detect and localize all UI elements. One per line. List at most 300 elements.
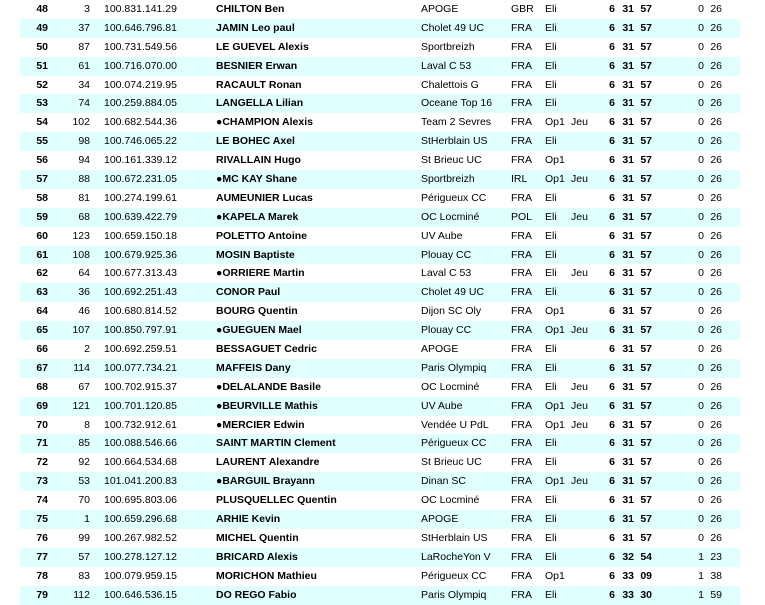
gap-seconds: 23: [710, 550, 722, 563]
category: Eli: [545, 40, 557, 53]
club-name: St Brieuc UC: [421, 154, 482, 167]
table-row: [20, 208, 740, 227]
rider-name: BRICARD Alexis: [216, 550, 298, 563]
time-minutes: 31: [622, 513, 634, 526]
rider-name: AUMEUNIER Lucas: [216, 191, 313, 204]
nationality: IRL: [511, 173, 528, 186]
nationality: FRA: [511, 305, 532, 318]
rider-name: MAFFEIS Dany: [216, 361, 291, 374]
time-seconds: 57: [640, 191, 652, 204]
category: Eli: [545, 286, 557, 299]
bib-number: 92: [78, 456, 90, 469]
rider-name: MORICHON Mathieu: [216, 569, 317, 582]
gap-seconds: 38: [710, 569, 722, 582]
time-hours: 6: [609, 21, 615, 34]
rank-cell: 63: [36, 286, 48, 299]
license-number: 100.664.534.68: [104, 456, 177, 469]
gap-seconds: 26: [710, 456, 722, 469]
gap-seconds: 26: [710, 399, 722, 412]
time-hours: 6: [609, 248, 615, 261]
license-number: 100.161.339.12: [104, 154, 177, 167]
club-name: St Brieuc UC: [421, 456, 482, 469]
gap-seconds: 26: [710, 380, 722, 393]
time-hours: 6: [609, 78, 615, 91]
time-hours: 6: [609, 399, 615, 412]
rank-cell: 59: [36, 210, 48, 223]
youth-flag: Jeu: [571, 324, 588, 337]
time-minutes: 31: [622, 210, 634, 223]
time-seconds: 57: [640, 513, 652, 526]
table-row: [20, 340, 740, 359]
bib-number: 94: [78, 154, 90, 167]
club-name: UV Aube: [421, 229, 463, 242]
gap-seconds: 26: [710, 135, 722, 148]
time-seconds: 57: [640, 399, 652, 412]
gap-seconds: 26: [710, 494, 722, 507]
youth-flag: Jeu: [571, 210, 588, 223]
time-minutes: 31: [622, 456, 634, 469]
nationality: FRA: [511, 437, 532, 450]
table-row: [20, 0, 740, 19]
time-hours: 6: [609, 210, 615, 223]
time-hours: 6: [609, 97, 615, 110]
club-name: Périgueux CC: [421, 191, 487, 204]
bib-number: 61: [78, 59, 90, 72]
category: Eli: [545, 97, 557, 110]
gap-seconds: 26: [710, 116, 722, 129]
rank-cell: 58: [36, 191, 48, 204]
category: Op1: [545, 173, 565, 186]
rank-cell: 67: [36, 361, 48, 374]
table-row: [20, 76, 740, 95]
nationality: FRA: [511, 494, 532, 507]
rank-cell: 68: [36, 380, 48, 393]
time-minutes: 31: [622, 531, 634, 544]
gap-seconds: 26: [710, 191, 722, 204]
rider-name: BOURG Quentin: [216, 305, 298, 318]
time-seconds: 57: [640, 475, 652, 488]
rider-name: ARHIE Kevin: [216, 513, 281, 526]
bib-number: 2: [84, 343, 90, 356]
rank-cell: 51: [36, 59, 48, 72]
table-row: [20, 529, 740, 548]
time-seconds: 57: [640, 305, 652, 318]
category: Eli: [545, 135, 557, 148]
nationality: FRA: [511, 531, 532, 544]
gap-seconds: 26: [710, 437, 722, 450]
time-seconds: 09: [640, 569, 652, 582]
nationality: FRA: [511, 513, 532, 526]
rank-cell: 72: [36, 456, 48, 469]
rank-cell: 55: [36, 135, 48, 148]
category: Eli: [545, 248, 557, 261]
time-minutes: 31: [622, 475, 634, 488]
time-minutes: 31: [622, 305, 634, 318]
gap-minutes: 0: [698, 248, 704, 261]
time-seconds: 57: [640, 210, 652, 223]
rank-cell: 65: [36, 324, 48, 337]
time-minutes: 31: [622, 286, 634, 299]
bib-number: 98: [78, 135, 90, 148]
gap-seconds: 26: [710, 286, 722, 299]
nationality: FRA: [511, 191, 532, 204]
license-number: 100.682.544.36: [104, 116, 177, 129]
gap-minutes: 0: [698, 191, 704, 204]
gap-minutes: 0: [698, 286, 704, 299]
time-minutes: 31: [622, 3, 634, 15]
gap-minutes: 0: [698, 173, 704, 186]
table-row: [20, 113, 740, 132]
time-minutes: 31: [622, 361, 634, 374]
time-seconds: 57: [640, 173, 652, 186]
time-hours: 6: [609, 569, 615, 582]
license-number: 100.746.065.22: [104, 135, 177, 148]
category: Eli: [545, 59, 557, 72]
club-name: Périgueux CC: [421, 569, 487, 582]
rank-cell: 76: [36, 531, 48, 544]
gap-minutes: 0: [698, 380, 704, 393]
rank-cell: 78: [36, 569, 48, 582]
category: Eli: [545, 550, 557, 563]
club-name: Plouay CC: [421, 248, 472, 261]
time-hours: 6: [609, 59, 615, 72]
club-name: LaRocheYon V: [421, 550, 491, 563]
bib-number: 88: [78, 173, 90, 186]
category: Eli: [545, 494, 557, 507]
gap-minutes: 0: [698, 59, 704, 72]
club-name: Laval C 53: [421, 59, 472, 72]
time-seconds: 54: [640, 550, 652, 563]
club-name: Périgueux CC: [421, 437, 487, 450]
club-name: Sportbreizh: [421, 173, 475, 186]
gap-minutes: 0: [698, 437, 704, 450]
time-seconds: 57: [640, 324, 652, 337]
gap-minutes: 1: [698, 569, 704, 582]
category: Eli: [545, 78, 557, 91]
gap-seconds: 26: [710, 78, 722, 91]
club-name: Cholet 49 UC: [421, 286, 485, 299]
nationality: FRA: [511, 116, 532, 129]
category: Op1: [545, 418, 565, 431]
rider-name: JAMIN Leo paul: [216, 21, 295, 34]
table-row: [20, 170, 740, 189]
gap-minutes: 0: [698, 154, 704, 167]
category: Eli: [545, 588, 557, 601]
bib-number: 46: [78, 305, 90, 318]
category: Op1: [545, 475, 565, 488]
gap-minutes: 1: [698, 588, 704, 601]
youth-flag: Jeu: [571, 475, 588, 488]
time-minutes: 31: [622, 437, 634, 450]
table-row: [20, 453, 740, 472]
time-hours: 6: [609, 286, 615, 299]
bib-number: 1: [84, 513, 90, 526]
time-minutes: 31: [622, 399, 634, 412]
club-name: StHerblain US: [421, 135, 488, 148]
table-row: [20, 359, 740, 378]
time-minutes: 33: [622, 569, 634, 582]
table-row: [20, 321, 740, 340]
time-hours: 6: [609, 361, 615, 374]
nationality: FRA: [511, 78, 532, 91]
time-seconds: 57: [640, 21, 652, 34]
time-seconds: 57: [640, 456, 652, 469]
license-number: 100.659.150.18: [104, 229, 177, 242]
rank-cell: 73: [36, 475, 48, 488]
club-name: Oceane Top 16: [421, 97, 493, 110]
club-name: Paris Olympiq: [421, 361, 487, 374]
gap-minutes: 0: [698, 305, 704, 318]
category: Eli: [545, 361, 557, 374]
rank-cell: 70: [36, 418, 48, 431]
nationality: FRA: [511, 343, 532, 356]
gap-minutes: 0: [698, 343, 704, 356]
bib-number: 107: [72, 324, 90, 337]
rank-cell: 57: [36, 173, 48, 186]
rank-cell: 77: [36, 550, 48, 563]
bib-number: 108: [72, 248, 90, 261]
table-row: [20, 189, 740, 208]
rider-name: LAURENT Alexandre: [216, 456, 320, 469]
gap-minutes: 0: [698, 210, 704, 223]
category: Eli: [545, 191, 557, 204]
nationality: FRA: [511, 97, 532, 110]
bib-number: 68: [78, 210, 90, 223]
gap-seconds: 26: [710, 154, 722, 167]
gap-minutes: 0: [698, 135, 704, 148]
time-hours: 6: [609, 40, 615, 53]
gap-minutes: 0: [698, 229, 704, 242]
gap-seconds: 26: [710, 173, 722, 186]
rank-cell: 75: [36, 513, 48, 526]
table-row: [20, 472, 740, 491]
time-hours: 6: [609, 494, 615, 507]
youth-flag: Jeu: [571, 173, 588, 186]
time-seconds: 57: [640, 418, 652, 431]
gap-seconds: 26: [710, 248, 722, 261]
club-name: StHerblain US: [421, 531, 488, 544]
rider-name: MOSIN Baptiste: [216, 248, 295, 261]
table-row: [20, 38, 740, 57]
time-seconds: 57: [640, 248, 652, 261]
rank-cell: 48: [36, 3, 48, 15]
license-number: 100.695.803.06: [104, 494, 177, 507]
time-minutes: 31: [622, 229, 634, 242]
nationality: FRA: [511, 135, 532, 148]
table-row: [20, 416, 740, 435]
license-number: 100.278.127.12: [104, 550, 177, 563]
gap-seconds: 26: [710, 324, 722, 337]
time-seconds: 57: [640, 3, 652, 15]
rank-cell: 50: [36, 40, 48, 53]
category: Eli: [545, 210, 557, 223]
license-number: 100.659.296.68: [104, 513, 177, 526]
license-number: 100.672.231.05: [104, 173, 177, 186]
license-number: 100.702.915.37: [104, 380, 177, 393]
bib-number: 64: [78, 267, 90, 280]
license-number: 100.639.422.79: [104, 210, 177, 223]
table-row: [20, 132, 740, 151]
gap-seconds: 26: [710, 343, 722, 356]
time-hours: 6: [609, 267, 615, 280]
gap-minutes: 0: [698, 3, 704, 15]
bib-number: 112: [73, 588, 90, 601]
rank-cell: 56: [36, 154, 48, 167]
time-hours: 6: [609, 343, 615, 356]
rank-cell: 64: [36, 305, 48, 318]
rider-name: ●ORRIERE Martin: [216, 267, 305, 280]
bib-number: 36: [78, 286, 90, 299]
gap-seconds: 26: [710, 305, 722, 318]
gap-seconds: 26: [710, 59, 722, 72]
club-name: Chalettois G: [421, 78, 479, 91]
nationality: FRA: [511, 380, 532, 393]
gap-minutes: 0: [698, 116, 704, 129]
rank-cell: 49: [36, 21, 48, 34]
time-minutes: 31: [622, 97, 634, 110]
rider-name: LE GUEVEL Alexis: [216, 40, 309, 53]
time-seconds: 57: [640, 135, 652, 148]
rank-cell: 52: [36, 78, 48, 91]
license-number: 100.259.884.05: [104, 97, 177, 110]
rider-name: ●KAPELA Marek: [216, 210, 299, 223]
category: Eli: [545, 456, 557, 469]
time-minutes: 31: [622, 380, 634, 393]
time-hours: 6: [609, 229, 615, 242]
time-minutes: 31: [622, 418, 634, 431]
bib-number: 37: [78, 21, 90, 34]
time-hours: 6: [609, 437, 615, 450]
time-seconds: 57: [640, 116, 652, 129]
rank-cell: 71: [36, 437, 48, 450]
club-name: OC Locminé: [421, 210, 480, 223]
time-minutes: 31: [622, 267, 634, 280]
table-row: [20, 434, 740, 453]
gap-seconds: 26: [710, 229, 722, 242]
table-row: [20, 227, 740, 246]
time-seconds: 57: [640, 343, 652, 356]
nationality: FRA: [511, 229, 532, 242]
rider-name: ●MERCIER Edwin: [216, 418, 305, 431]
gap-minutes: 0: [698, 531, 704, 544]
time-hours: 6: [609, 456, 615, 469]
rider-name: ●DELALANDE Basile: [216, 380, 321, 393]
license-number: 100.088.546.66: [104, 437, 177, 450]
time-minutes: 31: [622, 343, 634, 356]
gap-minutes: 0: [698, 475, 704, 488]
time-seconds: 57: [640, 494, 652, 507]
bib-number: 99: [78, 531, 90, 544]
time-hours: 6: [609, 173, 615, 186]
nationality: FRA: [511, 456, 532, 469]
rank-cell: 54: [36, 116, 48, 129]
category: Eli: [545, 3, 557, 15]
nationality: FRA: [511, 475, 532, 488]
license-number: 100.716.070.00: [104, 59, 177, 72]
time-hours: 6: [609, 191, 615, 204]
license-number: 101.041.200.83: [104, 475, 177, 488]
bib-number: 70: [78, 494, 90, 507]
time-minutes: 32: [622, 550, 634, 563]
time-seconds: 57: [640, 59, 652, 72]
nationality: GBR: [511, 3, 534, 15]
bib-number: 3: [84, 3, 90, 15]
time-hours: 6: [609, 116, 615, 129]
rider-name: ●BARGUIL Brayann: [216, 475, 315, 488]
club-name: OC Locminé: [421, 494, 480, 507]
gap-minutes: 0: [698, 494, 704, 507]
nationality: FRA: [511, 40, 532, 53]
table-row: [20, 548, 740, 567]
license-number: 100.274.199.61: [104, 191, 177, 204]
time-minutes: 31: [622, 78, 634, 91]
bib-number: 57: [78, 550, 90, 563]
gap-seconds: 26: [710, 531, 722, 544]
time-seconds: 57: [640, 78, 652, 91]
bib-number: 121: [72, 399, 90, 412]
nationality: FRA: [511, 418, 532, 431]
gap-seconds: 26: [710, 21, 722, 34]
rider-name: RACAULT Ronan: [216, 78, 302, 91]
category: Op1: [545, 154, 565, 167]
club-name: Laval C 53: [421, 267, 472, 280]
rider-name: LE BOHEC Axel: [216, 135, 295, 148]
table-row: [20, 19, 740, 38]
time-hours: 6: [609, 380, 615, 393]
time-hours: 6: [609, 135, 615, 148]
bib-number: 102: [72, 116, 90, 129]
bib-number: 34: [78, 78, 90, 91]
time-seconds: 57: [640, 40, 652, 53]
rider-name: POLETTO Antoine: [216, 229, 307, 242]
license-number: 100.077.734.21: [104, 361, 177, 374]
bib-number: 114: [73, 361, 90, 374]
time-seconds: 30: [640, 588, 652, 601]
category: Op1: [545, 399, 565, 412]
gap-minutes: 0: [698, 97, 704, 110]
table-row: [20, 491, 740, 510]
gap-minutes: 0: [698, 513, 704, 526]
bib-number: 85: [78, 437, 90, 450]
gap-seconds: 26: [710, 40, 722, 53]
table-row: [20, 510, 740, 529]
time-hours: 6: [609, 588, 615, 601]
table-row: [20, 151, 740, 170]
time-minutes: 31: [622, 116, 634, 129]
license-number: 100.680.814.52: [104, 305, 177, 318]
gap-seconds: 59: [710, 588, 722, 601]
time-minutes: 31: [622, 248, 634, 261]
bib-number: 87: [78, 40, 90, 53]
youth-flag: Jeu: [571, 399, 588, 412]
time-seconds: 57: [640, 286, 652, 299]
license-number: 100.831.141.29: [104, 3, 177, 15]
time-seconds: 57: [640, 154, 652, 167]
gap-minutes: 0: [698, 324, 704, 337]
gap-seconds: 26: [710, 3, 722, 15]
time-hours: 6: [609, 475, 615, 488]
time-hours: 6: [609, 154, 615, 167]
rider-name: BESNIER Erwan: [216, 59, 298, 72]
time-minutes: 31: [622, 191, 634, 204]
gap-seconds: 26: [710, 475, 722, 488]
category: Op1: [545, 116, 565, 129]
time-minutes: 33: [622, 588, 634, 601]
time-seconds: 57: [640, 437, 652, 450]
club-name: Team 2 Sevres: [421, 116, 492, 129]
time-hours: 6: [609, 550, 615, 563]
rider-name: CONOR Paul: [216, 286, 281, 299]
